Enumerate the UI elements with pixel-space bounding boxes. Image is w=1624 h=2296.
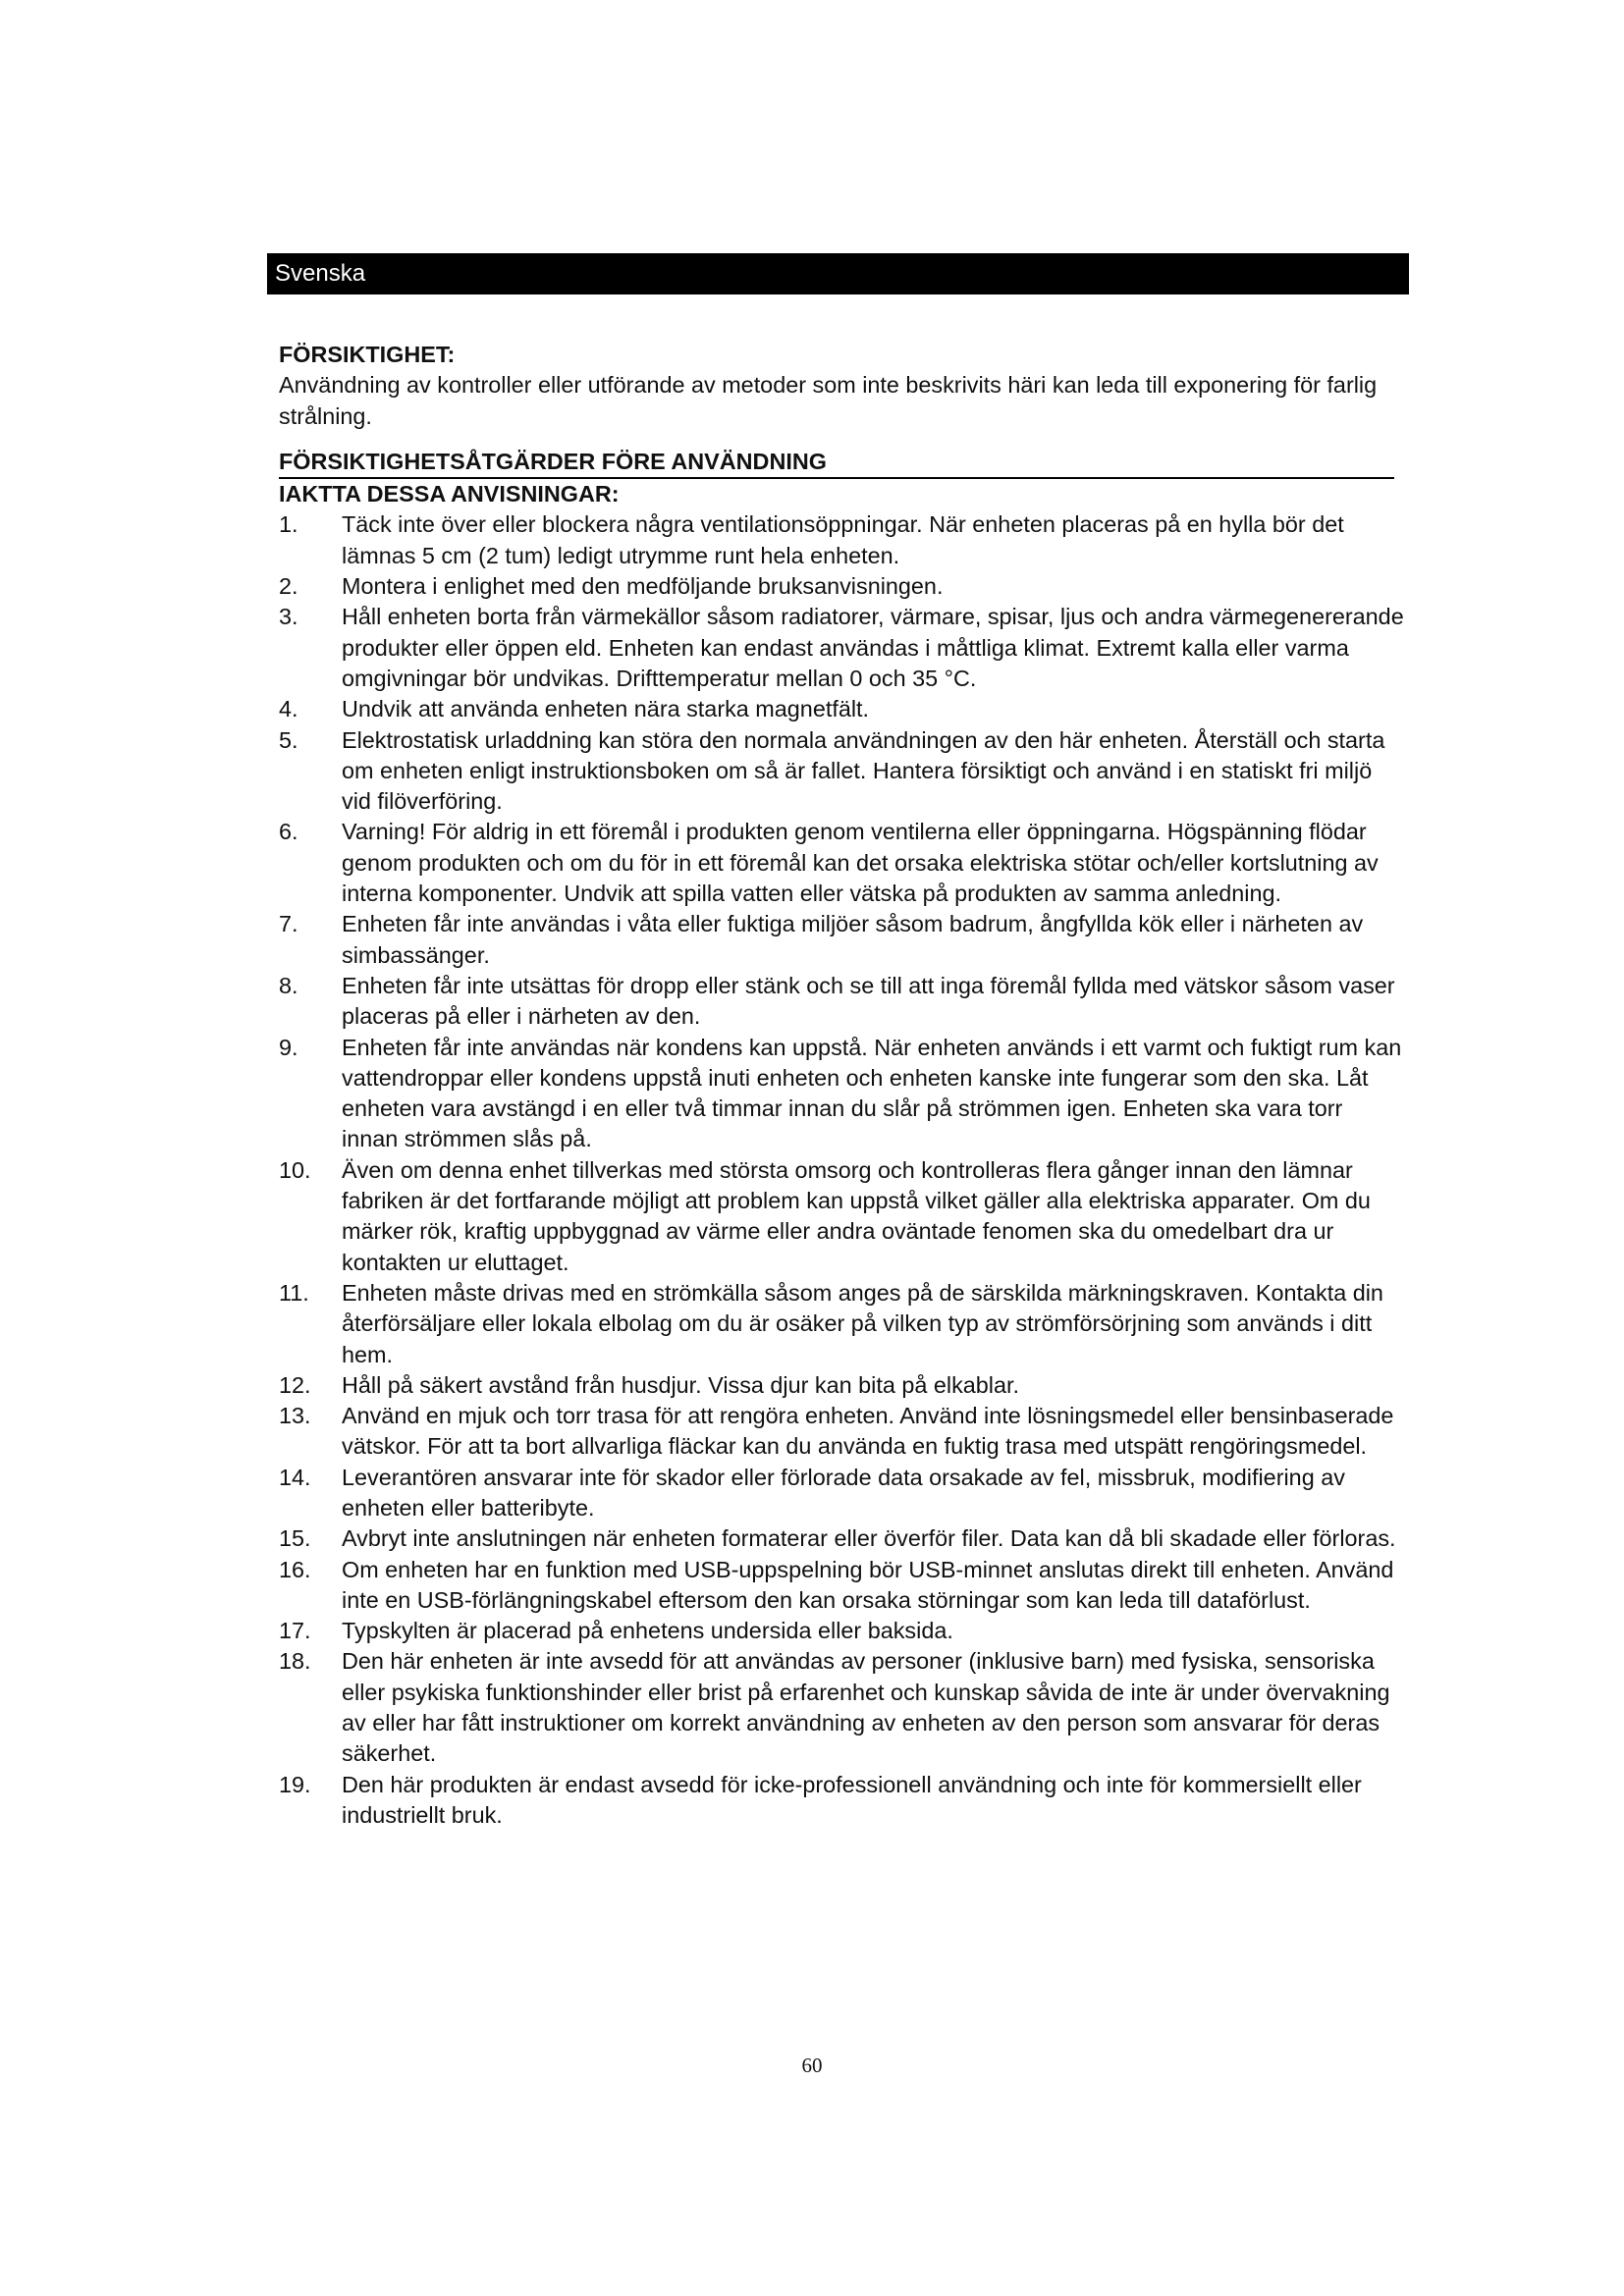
list-item-number: 18. xyxy=(279,1648,311,1675)
list-item-number: 14. xyxy=(279,1464,311,1490)
list-item xyxy=(279,1646,1404,1769)
list-item-text: Enheten får inte användas i våta eller fuktiga miljöer såsom badrum, ångfyllda kök eller i närheten av simbassänger. xyxy=(342,911,1364,968)
list-item-text: Montera i enlighet med den medföljande bruksanvisningen. xyxy=(342,573,944,600)
list-item-text: Håll på säkert avstånd från husdjur. Vissa djur kan bita på elkablar. xyxy=(342,1371,1019,1398)
list-item-number: 11. xyxy=(279,1279,309,1306)
list-item-text: Använd en mjuk och torr trasa för att rengöra enheten. Använd inte lösningsmedel eller bensinbaserade vätskor. För att ta bort allvarliga fläckar kan du använda en fuktig trasa med utspätt rengöringsmedel. xyxy=(342,1403,1394,1460)
list-item-text: Leverantören ansvarar inte för skador eller förlorade data orsakade av fel, missbruk, modifiering av enheten eller batteribyte. xyxy=(342,1464,1345,1521)
list-item-number: 7. xyxy=(279,911,298,937)
list-item-text: Enheten får inte användas när kondens kan uppstå. När enheten används i ett varmt och fuktigt rum kan vattendroppar eller kondens uppstå inuti enheten och enheten kanske inte fungerar som den ska. Låt enheten vara avstängd i en eller två timmar innan du slår på strömmen igen. Enheten ska vara torr innan strömmen slås på. xyxy=(342,1034,1402,1152)
list-item xyxy=(279,1770,1404,1832)
list-item-text: Varning! För aldrig in ett föremål i produkten genom ventilerna eller öppningarna. Högspänning flödar genom produkten och om du för in ett föremål kan det orsaka elektriska stötar och/eller kortslutning av interna komponenter. Undvik att spilla vatten eller vätska på produkten av samma anledning. xyxy=(342,819,1379,907)
list-item-text: Även om denna enhet tillverkas med största omsorg och kontrolleras flera gånger innan den lämnar fabriken är det fortfarande möjligt att problem kan uppstå vilket gäller alla elektriska apparater. Om du märker rök, kraftig uppbyggnad av värme eller andra oväntade fenomen ska du omedelbart dra ur kontakten ur eluttaget. xyxy=(342,1156,1371,1275)
list-item-text: Den här enheten är inte avsedd för att användas av personer (inklusive barn) med fysiska, sensoriska eller psykiska funktionshinder eller brist på erfarenhet och kunskap såvida de inte är under övervakning av eller har fått instruktioner om korrekt användning av enheten av den person som ansvarar för deras säkerhet. xyxy=(342,1648,1390,1767)
list-item-text: Täck inte över eller blockera några ventilationsöppningar. När enheten placeras på en hylla bör det lämnas 5 cm (2 tum) ledigt utrymme runt hela enheten. xyxy=(342,511,1344,568)
list-item-text: Elektrostatisk urladdning kan störa den normala användningen av den här enheten. Återställ och starta om enheten enligt instruktionsboken om så är fallet. Hantera försiktigt och använd i en statiskt fri miljö vid filöverföring. xyxy=(342,726,1385,815)
list-item-number: 9. xyxy=(279,1034,298,1060)
list-item-text: Om enheten har en funktion med USB-uppspelning bör USB-minnet anslutas direkt till enheten. Använd inte en USB-förlängningskabel eftersom den kan orsaka störningar som kan leda till dataförlust. xyxy=(342,1556,1394,1613)
list-item-text: Undvik att använda enheten nära starka magnetfält. xyxy=(342,696,870,722)
list-item-text: Enheten får inte utsättas för dropp eller stänk och se till att inga föremål fyllda med vätskor såsom vaser placeras på eller i närheten av den. xyxy=(342,972,1395,1030)
list-item xyxy=(279,602,1404,694)
list-item-number: 2. xyxy=(279,573,298,600)
list-item-text: Avbryt inte anslutningen när enheten formaterar eller överför filer. Data kan då bli skadade eller förloras. xyxy=(342,1525,1396,1552)
list-item-number: 16. xyxy=(279,1556,311,1582)
list-item xyxy=(279,1370,1404,1401)
language-header-bar xyxy=(267,253,1409,294)
precautions-list xyxy=(279,509,1404,1831)
document-body xyxy=(279,340,1404,1831)
list-item xyxy=(279,1463,1404,1524)
list-item xyxy=(279,817,1404,909)
list-item xyxy=(279,1555,1404,1617)
list-item xyxy=(279,909,1404,971)
list-item-text: Typskylten är placerad på enhetens undersida eller baksida. xyxy=(342,1618,953,1644)
list-item-number: 4. xyxy=(279,696,298,722)
list-item xyxy=(279,971,1404,1033)
list-item-number: 8. xyxy=(279,972,298,998)
list-item xyxy=(279,1616,1404,1646)
list-item-number: 15. xyxy=(279,1525,311,1552)
list-item xyxy=(279,571,1404,602)
caution-text: Användning av kontroller eller utförande av metoder som inte beskrivits häri kan leda till exponering för farlig strålning. xyxy=(279,372,1378,429)
caution-heading: FÖRSIKTIGHET: xyxy=(279,342,456,367)
list-item xyxy=(279,509,1404,571)
list-item-text: Håll enheten borta från värmekällor såsom radiatorer, värmare, spisar, ljus och andra värmegenererande produkter eller öppen eld. Enheten kan endast användas i måttliga klimat. Extremt kalla eller varma omgivningar bör undvikas. Drifttemperatur mellan 0 och 35 °C. xyxy=(342,604,1404,691)
list-item-number: 6. xyxy=(279,819,298,845)
list-item-number: 10. xyxy=(279,1156,311,1183)
list-item xyxy=(279,725,1404,818)
list-item xyxy=(279,1033,1404,1155)
list-item xyxy=(279,1523,1404,1554)
list-item-number: 19. xyxy=(279,1771,311,1797)
list-item xyxy=(279,1401,1404,1463)
list-item xyxy=(279,1278,1404,1370)
precautions-heading: FÖRSIKTIGHETSÅTGÄRDER FÖRE ANVÄNDNING xyxy=(279,448,827,474)
list-item-number: 3. xyxy=(279,604,298,630)
list-item-text: Enheten måste drivas med en strömkälla såsom anges på de särskilda märkningskraven. Kontakta din återförsäljare eller lokala elbolag om du är osäker på vilken typ av strömförsörjning som används i ditt hem. xyxy=(342,1279,1383,1367)
list-item xyxy=(279,694,1404,724)
list-item-number: 12. xyxy=(279,1371,311,1398)
list-item-number: 5. xyxy=(279,726,298,753)
language-label: Svenska xyxy=(275,260,366,287)
list-item-number: 1. xyxy=(279,511,298,538)
list-item-number: 13. xyxy=(279,1403,311,1429)
list-item-number: 17. xyxy=(279,1618,311,1644)
list-item xyxy=(279,1155,1404,1278)
list-item-text: Den här produkten är endast avsedd för icke-professionell användning och inte för kommersiellt eller industriellt bruk. xyxy=(342,1771,1362,1828)
precautions-subheading: IAKTTA DESSA ANVISNINGAR: xyxy=(279,477,1394,509)
page-number: 60 xyxy=(801,2054,823,2077)
